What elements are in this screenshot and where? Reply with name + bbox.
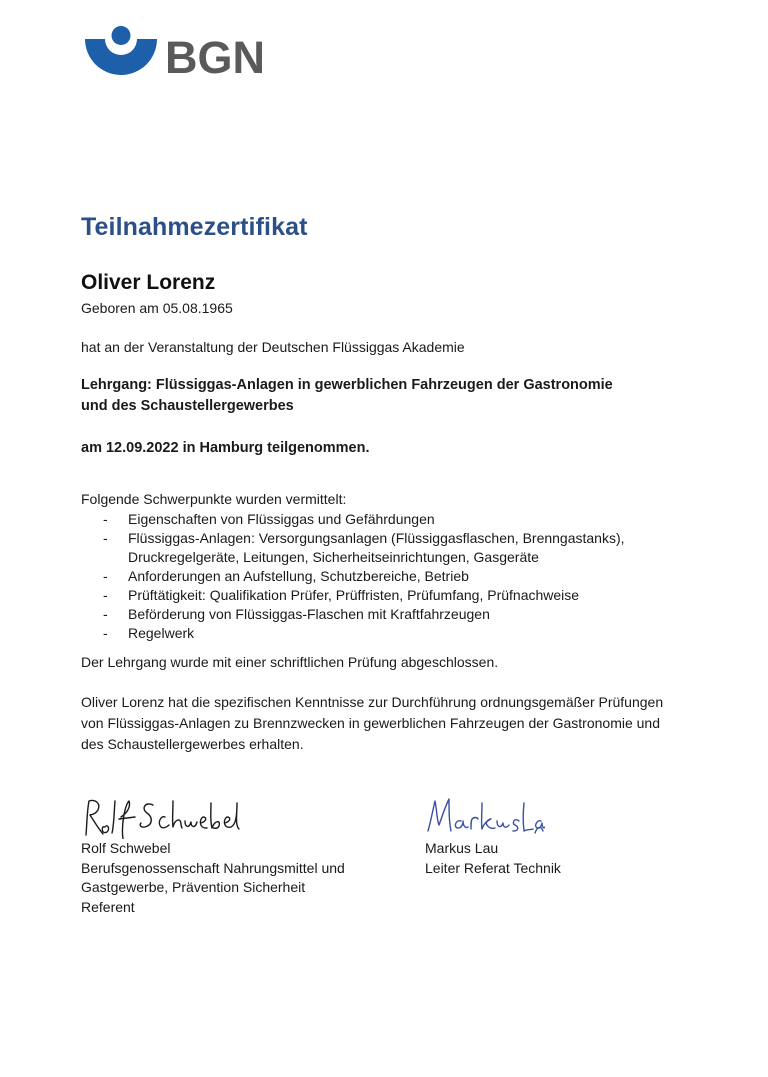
statement-line: des Schaustellergewerbes erhalten. xyxy=(81,736,304,752)
participant-name: Oliver Lorenz xyxy=(81,271,216,294)
birth-date: Geboren am 05.08.1965 xyxy=(81,300,233,316)
list-item xyxy=(81,510,691,529)
list-item-text: Eigenschaften von Flüssiggas und Gefährdungen xyxy=(128,511,435,527)
list-item-text: Flüssiggas-Anlagen: Versorgungsanlagen (Flüssiggasflaschen, Brenngastanks), xyxy=(128,530,625,546)
list-item-text: Anforderungen an Aufstellung, Schutzbereiche, Betrieb xyxy=(128,568,469,584)
course-title-line: Lehrgang: Flüssiggas-Anlagen in gewerblichen Fahrzeugen der Gastronomie xyxy=(81,377,613,393)
signatory-role: Referent xyxy=(81,898,135,915)
signatory-details xyxy=(81,839,381,917)
signatory-org: Berufsgenossenschaft Nahrungsmittel und xyxy=(81,859,345,876)
course-title-line: und des Schaustellergewerbes xyxy=(81,398,294,414)
signatory-right xyxy=(425,795,675,878)
signature-rolf-schwebel xyxy=(81,795,381,839)
signature-markus-lau xyxy=(425,795,675,839)
intro-text: hat an der Veranstaltung der Deutschen Flüssiggas Akademie xyxy=(81,339,465,355)
signatory-name: Rolf Schwebel xyxy=(81,840,171,856)
bgn-logo xyxy=(85,26,265,78)
list-item xyxy=(81,624,691,643)
bullet-dash: - xyxy=(103,530,108,546)
list-item-text: Regelwerk xyxy=(128,625,195,641)
statement-line: Oliver Lorenz hat die spezifischen Kenntnisse zur Durchführung ordnungsgemäßer Prüfungen xyxy=(81,694,664,710)
list-item-text: Beförderung von Flüssiggas-Flaschen mit Kraftfahrzeugen xyxy=(128,606,490,622)
bgn-logo-mark xyxy=(85,26,157,75)
signatory-role: Leiter Referat Technik xyxy=(425,859,561,876)
qualification-statement xyxy=(81,692,691,755)
bullet-dash: - xyxy=(103,587,108,603)
course-title xyxy=(81,375,681,417)
signatory-org: Gastgewerbe, Prävention Sicherheit xyxy=(81,879,306,895)
signatory-left xyxy=(81,795,381,917)
certificate-title: Teilnahmezertifikat xyxy=(81,213,308,241)
bgn-logo-text: BGN xyxy=(165,32,265,78)
bullet-dash: - xyxy=(103,606,108,622)
signatory-details xyxy=(425,839,675,878)
attendance-date: am 12.09.2022 in Hamburg teilgenommen. xyxy=(81,440,370,456)
focus-heading: Folgende Schwerpunkte wurden vermittelt: xyxy=(81,491,347,507)
bullet-dash: - xyxy=(103,511,108,527)
list-item-text-continued: Druckregelgeräte, Leitungen, Sicherheitseinrichtungen, Gasgeräte xyxy=(128,549,539,565)
exam-note: Der Lehrgang wurde mit einer schriftlichen Prüfung abgeschlossen. xyxy=(81,654,499,670)
focus-list xyxy=(81,510,691,643)
list-item xyxy=(81,529,691,567)
signatory-name: Markus Lau xyxy=(425,840,499,856)
bullet-dash: - xyxy=(103,568,108,584)
list-item xyxy=(81,586,691,605)
statement-line: von Flüssiggas-Anlagen zu Brennzwecken in gewerblichen Fahrzeugen der Gastronomie und xyxy=(81,715,660,731)
list-item xyxy=(81,605,691,624)
list-item xyxy=(81,567,691,586)
bullet-dash: - xyxy=(103,625,108,641)
list-item-text: Prüftätigkeit: Qualifikation Prüfer, Prüffristen, Prüfumfang, Prüfnachweise xyxy=(128,587,580,603)
